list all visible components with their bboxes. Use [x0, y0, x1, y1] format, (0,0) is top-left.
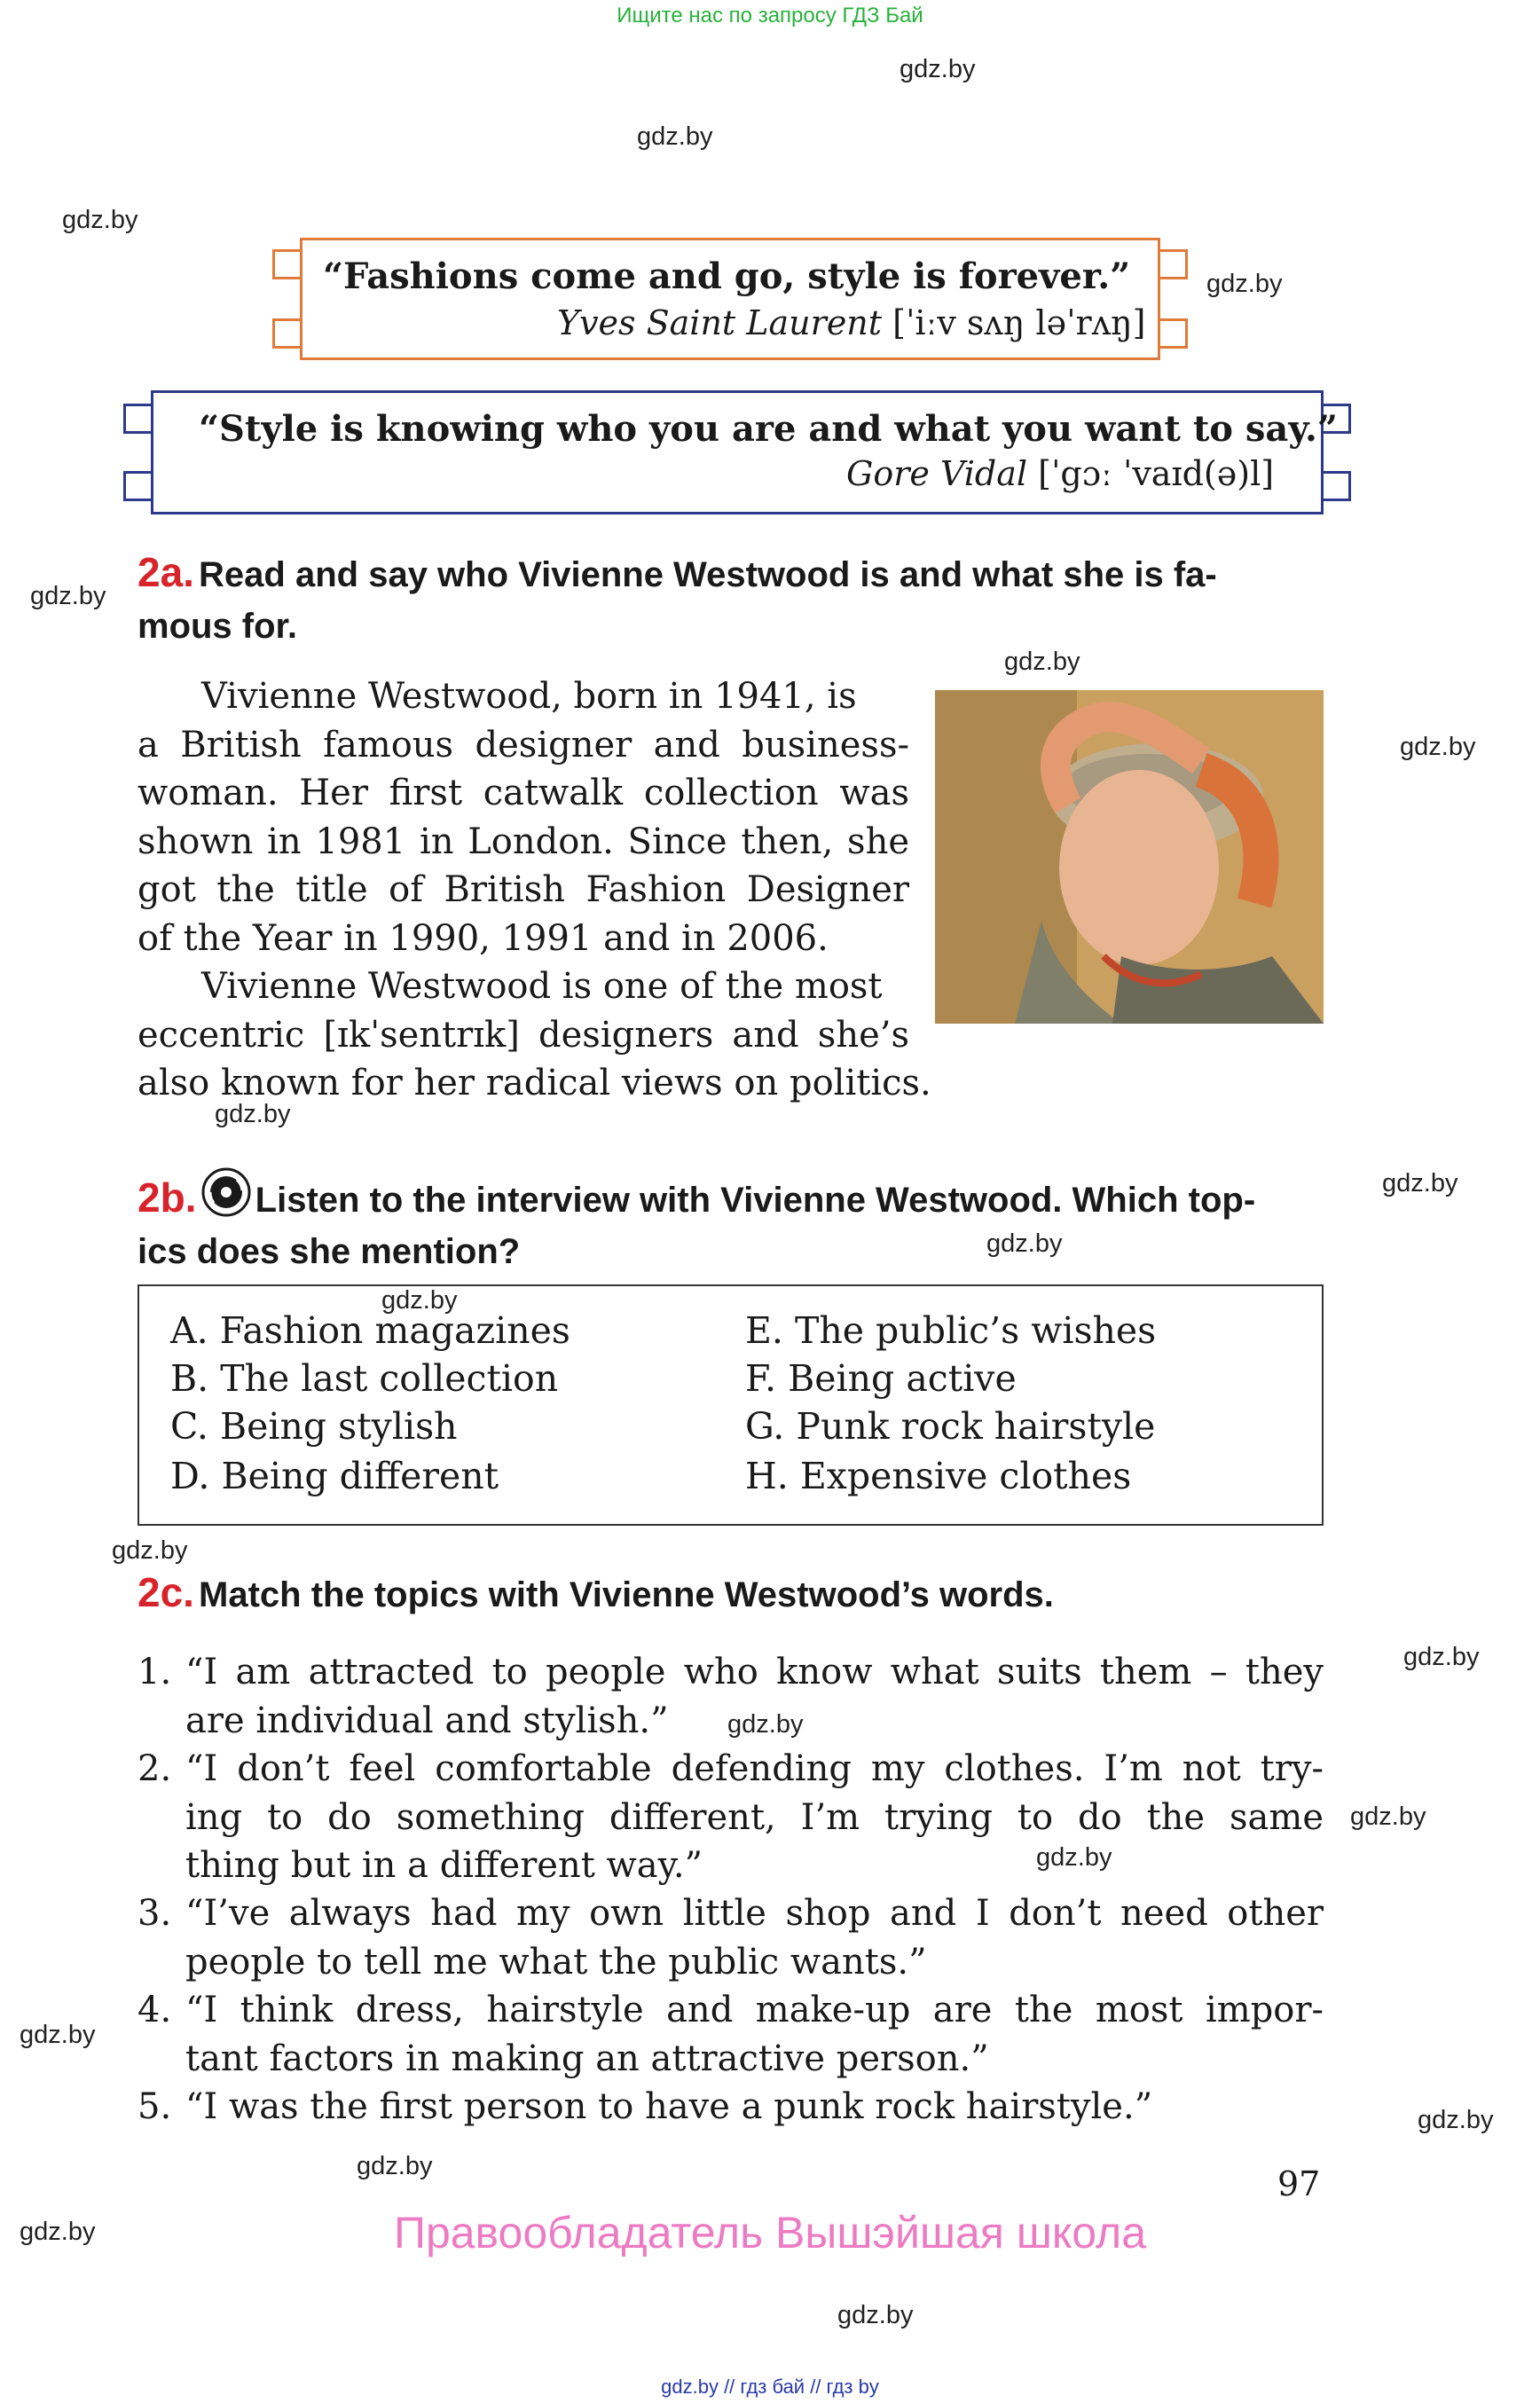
section-number: 2c. — [138, 1569, 194, 1615]
text-line: also known for her radical views on politics. — [138, 1063, 931, 1103]
section-heading — [138, 550, 1324, 656]
quote-text: “Style is knowing who you are and what you want to say.” — [199, 408, 1338, 450]
section-title: ics does she mention? — [138, 1232, 521, 1271]
list-item — [138, 1986, 1324, 2084]
page-number: 97 — [1277, 2164, 1321, 2203]
topic-item: C. Being stylish — [170, 1405, 458, 1448]
text-line: Vivienne Westwood is one of the most — [201, 966, 883, 1007]
quote-author — [557, 303, 1145, 342]
watermark: gdz.by — [1418, 2106, 1494, 2134]
footer-links[interactable]: gdz.by // гдз бай // гдз by — [661, 2376, 879, 2398]
frame-notch — [272, 318, 302, 349]
portrait-illustration — [935, 690, 1324, 1024]
text-line: “I’ve always had my own little shop and I don’t need other — [185, 1893, 1324, 1934]
author-name: Gore Vidal — [846, 454, 1028, 493]
list-item — [138, 1889, 1324, 1987]
watermark: gdz.by — [112, 1536, 188, 1565]
top-banner[interactable]: Ищите нас по запросу ГДЗ Бай — [617, 4, 923, 27]
text-line: people to tell me what the public wants.” — [185, 1941, 927, 1983]
author-transcription: [ˈgɔː ˈvaɪd(ə)l] — [1038, 454, 1275, 493]
article-paragraph — [138, 672, 931, 1108]
topic-item: G. Punk rock hairstyle — [745, 1405, 1156, 1448]
text-line: a British famous designer and business- — [138, 724, 909, 766]
section-heading — [138, 1167, 1324, 1281]
topic-item: B. The last collection — [170, 1357, 559, 1400]
text-line: got the title of British Fashion Designer — [138, 869, 909, 910]
frame-notch — [272, 249, 302, 279]
topic-item: H. Expensive clothes — [745, 1455, 1132, 1497]
text-line: “I don’t feel comfortable defending my clothes. I’m not try- — [185, 1748, 1324, 1789]
watermark: gdz.by — [900, 55, 976, 83]
text-line: woman. Her first catwalk collection was — [138, 773, 909, 813]
text-line: tant factors in making an attractive person.” — [185, 2038, 989, 2079]
text-line: “I think dress, hairstyle and make-up are the most impor- — [185, 1990, 1324, 2030]
section-title: mous for. — [138, 607, 298, 646]
watermark: gdz.by — [1350, 1802, 1426, 1831]
text-line: eccentric [ɪkˈsentrɪk] designers and she’s — [138, 1014, 909, 1056]
author-transcription: [ˈiːv sʌŋ ləˈrʌŋ] — [892, 303, 1146, 342]
frame-notch — [1158, 318, 1188, 349]
watermark: gdz.by — [381, 1286, 458, 1315]
watermark: gdz.by — [637, 122, 713, 151]
watermark: gdz.by — [30, 582, 106, 610]
watermark: gdz.by — [1400, 733, 1476, 761]
watermark: gdz.by — [62, 206, 138, 234]
list-item — [138, 2083, 1324, 2132]
section-number: 2a. — [138, 549, 194, 595]
rights-holder: Правообладатель Вышэйшая школа — [394, 2208, 1146, 2258]
item-number: 1. — [138, 1652, 172, 1692]
watermark: gdz.by — [357, 2152, 433, 2180]
section-heading — [138, 1570, 1324, 1624]
watermark: gdz.by — [1403, 1643, 1480, 1671]
watermark: gdz.by — [20, 2218, 96, 2246]
text-line: ing to do something different, I’m trying to do the same — [185, 1796, 1324, 1838]
text-line: are individual and stylish.” — [185, 1700, 669, 1741]
text-line: thing but in a different way.” — [185, 1845, 703, 1886]
portrait-photo — [935, 690, 1324, 1024]
item-number: 5. — [138, 2086, 172, 2127]
watermark: gdz.by — [1036, 1843, 1112, 1872]
author-name: Yves Saint Laurent — [557, 303, 883, 342]
watermark: gdz.by — [20, 2021, 96, 2049]
item-number: 4. — [138, 1990, 172, 2030]
text-line: “I was the first person to have a punk rock hairstyle.” — [185, 2086, 1153, 2127]
frame-notch — [1158, 249, 1188, 279]
topic-item: A. Fashion magazines — [170, 1309, 570, 1352]
quote-author — [846, 454, 1274, 493]
list-item — [138, 1745, 1324, 1890]
item-number: 2. — [138, 1748, 172, 1789]
watermark: gdz.by — [1004, 648, 1080, 676]
section-number: 2b. — [138, 1174, 197, 1221]
watermark: gdz.by — [215, 1100, 291, 1128]
topic-item: D. Being different — [170, 1455, 499, 1497]
text-line: “I am attracted to people who know what suits them – they — [185, 1652, 1324, 1692]
frame-notch — [123, 471, 153, 501]
watermark: gdz.by — [1382, 1169, 1458, 1198]
text-line: shown in 1981 in London. Since then, she — [138, 821, 909, 862]
watermark: gdz.by — [1206, 270, 1283, 298]
cd-audio-icon[interactable] — [201, 1167, 251, 1217]
text-line: Vivienne Westwood, born in 1941, is — [201, 676, 857, 717]
list-item — [138, 1648, 1324, 1746]
topic-item: F. Being active — [745, 1357, 1017, 1400]
frame-notch — [123, 404, 153, 434]
topic-item: E. The public’s wishes — [745, 1309, 1157, 1352]
watermark: gdz.by — [837, 2301, 914, 2329]
watermark: gdz.by — [727, 1710, 804, 1739]
item-number: 3. — [138, 1893, 172, 1934]
watermark: gdz.by — [986, 1229, 1063, 1258]
quote-text: “Fashions come and go, style is forever.” — [323, 255, 1131, 297]
section-title: Match the topics with Vivienne Westwood’s words. — [199, 1575, 1054, 1614]
text-line: of the Year in 1990, 1991 and in 2006. — [138, 917, 829, 959]
frame-notch — [1321, 471, 1351, 501]
section-title: Read and say who Vivienne Westwood is and what she is fa- — [199, 555, 1217, 594]
section-title: Listen to the interview with Vivienne Westwood. Which top- — [255, 1181, 1256, 1220]
